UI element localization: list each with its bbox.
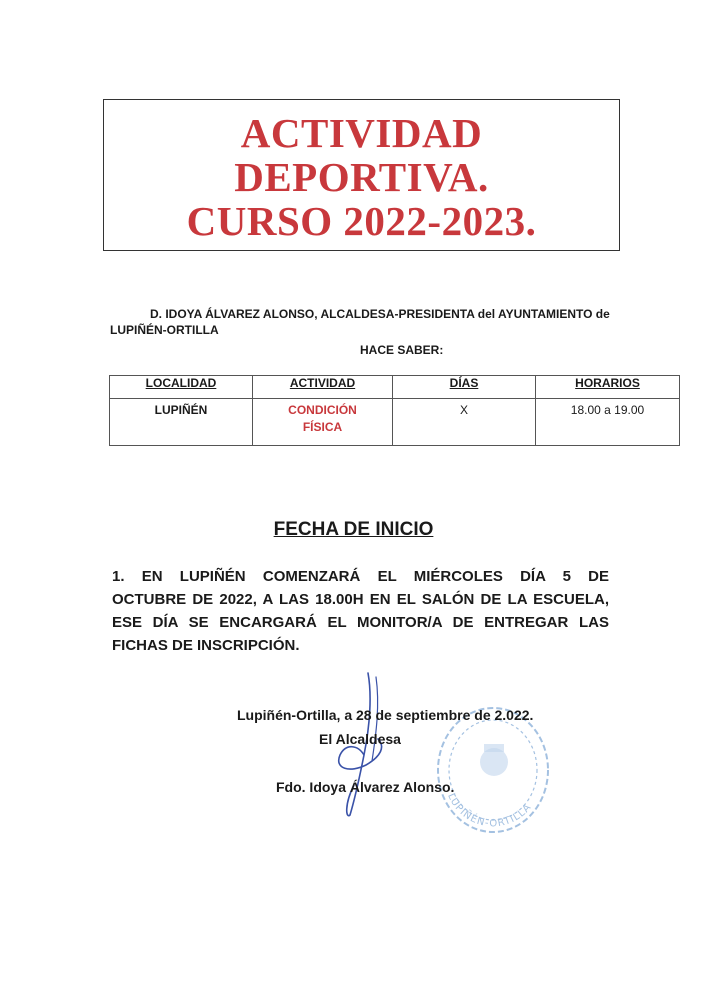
header-actividad: ACTIVIDAD <box>253 376 393 399</box>
title-line-1: ACTIVIDAD <box>240 110 483 156</box>
header-horarios: HORARIOS <box>536 376 680 399</box>
title-box <box>103 99 620 251</box>
para-line-1: 1. EN LUPIÑÉN COMENZARÁ EL MIÉRCOLES DÍA 5 DE <box>112 568 609 585</box>
title-line-3: CURSO 2022-2023. <box>186 198 537 244</box>
signer-role: El Alcaldesa <box>319 731 401 747</box>
signed-by: Fdo. Idoya Álvarez Alonso. <box>276 779 455 795</box>
table-row <box>110 399 680 446</box>
hace-saber: HACE SABER: <box>360 343 444 357</box>
para-line-2: OCTUBRE DE 2022, A LAS 18.00H EN EL SALÓN DE LA ESCUELA, <box>112 591 609 608</box>
cell-actividad: CONDICIÓN FÍSICA <box>253 399 393 446</box>
fecha-title: FECHA DE INICIO <box>273 519 434 540</box>
table-header-row <box>110 376 680 399</box>
intro-line-2: LUPIÑÉN-ORTILLA <box>110 323 219 337</box>
cell-dias: X <box>393 399 536 446</box>
intro-line-1: D. IDOYA ÁLVAREZ ALONSO, ALCALDESA-PRESIDENTA del AYUNTAMIENTO de <box>150 307 610 321</box>
cell-localidad: LUPIÑÉN <box>110 399 253 446</box>
header-localidad: LOCALIDAD <box>110 376 253 399</box>
para-line-3: ESE DÍA SE ENCARGARÁ EL MONITOR/A DE ENTREGAR LAS <box>112 614 609 631</box>
schedule-table <box>109 375 680 446</box>
place-date: Lupiñén-Ortilla, a 28 de septiembre de 2.022. <box>237 707 534 723</box>
para-line-4: FICHAS DE INSCRIPCIÓN. <box>112 637 300 654</box>
seal-text: LUPIÑÉN-ORTILLA <box>445 791 534 830</box>
svg-text:LUPIÑÉN-ORTILLA <box>445 792 534 830</box>
title-line-2: DEPORTIVA. <box>234 154 489 200</box>
cell-horarios: 18.00 a 19.00 <box>536 399 680 446</box>
header-dias: DÍAS <box>393 376 536 399</box>
fecha-paragraph <box>112 565 609 657</box>
